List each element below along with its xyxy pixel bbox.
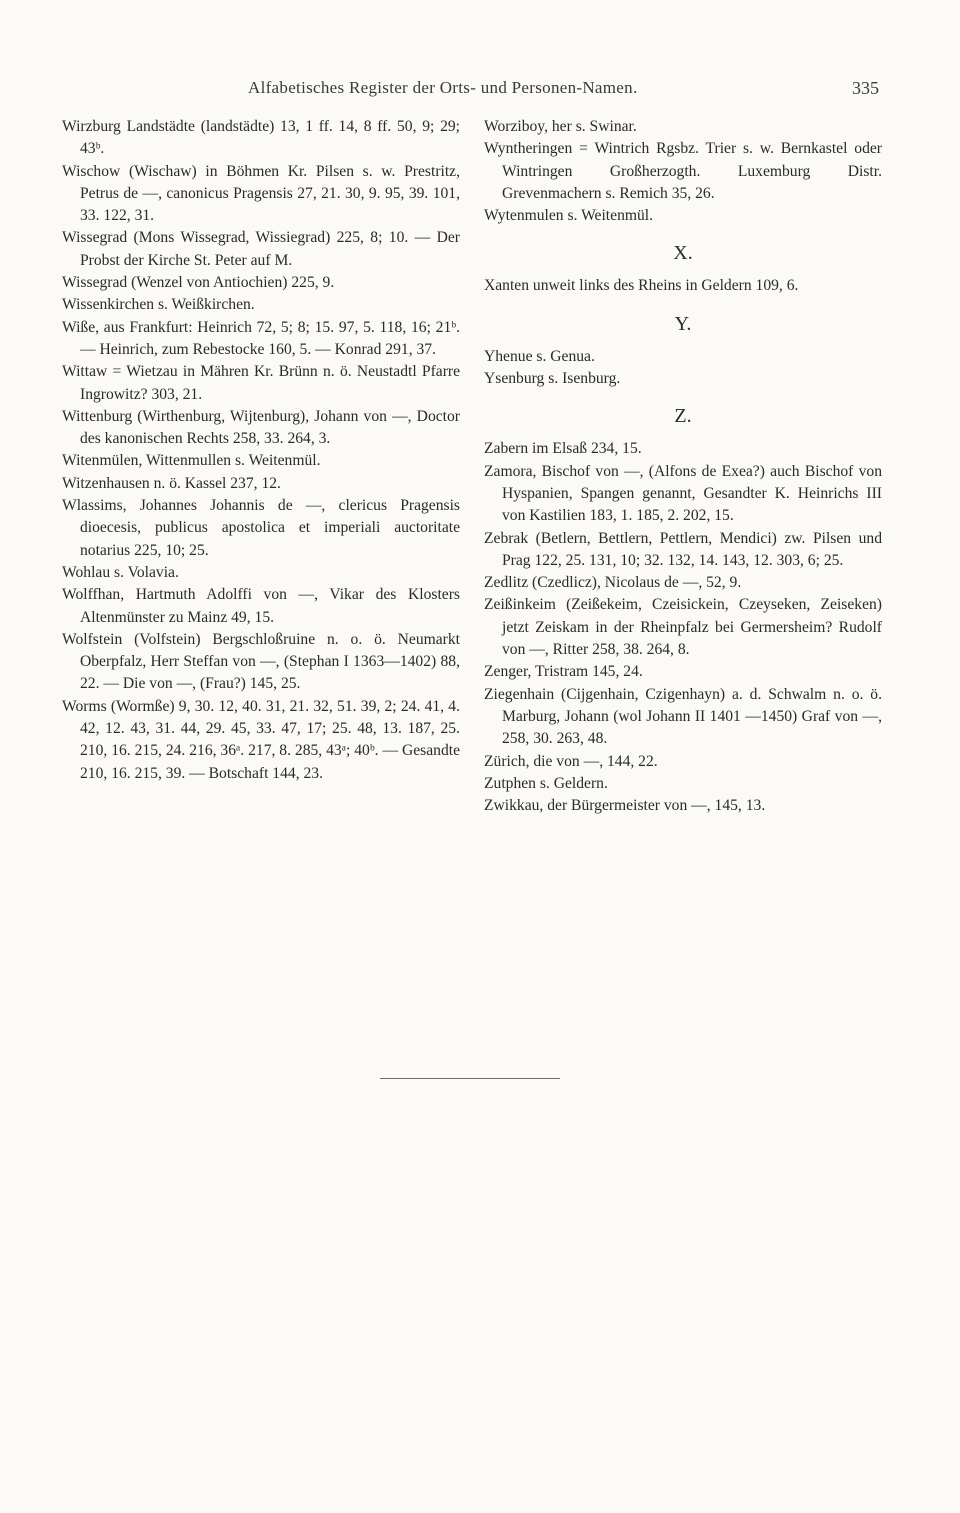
- section-letter-x: X.: [673, 242, 693, 265]
- register-entry: Worms (Wormße) 9, 30. 12, 40. 31, 21. 32, 51. 39, 2; 24. 41, 4. 42, 12. 43, 31. 44, 29. 45, 33. 47, 17; 25. 48, 13. 187, 25. 210, 16. 215, 24. 216, 36ᵃ. 217, 8. 285, 43ᵃ; 40ᵇ. — Gesandte 210, 16. 215, 39. — Botschaft 144, 23.: [62, 697, 460, 782]
- page-header: [0, 78, 960, 106]
- register-entry: Wittaw = Wietzau in Mähren Kr. Brünn n. ö. Neustadtl Pfarre Ingrowitz? 303, 21.: [62, 363, 460, 403]
- register-entry: Wolfstein (Volfstein) Bergschloßruine n. o. ö. Neumarkt Oberpfalz, Herr Steffan von —, (Stephan I 1363—1402) 88, 22. — Die von —, (Frau?) 145, 25.: [62, 630, 460, 693]
- register-entry: Zürich, die von —, 144, 22.: [484, 752, 658, 770]
- register-entry: Zedlitz (Czedlicz), Nicolaus de —, 52, 9.: [484, 574, 742, 592]
- register-entry: Zebrak (Betlern, Bettlern, Pettlern, Mendici) zw. Pilsen und Prag 122, 25. 131, 10; 32. 132, 14. 143, 12. 303, 6; 25.: [484, 529, 882, 569]
- register-entry: Ysenburg s. Isenburg.: [484, 370, 621, 388]
- register-entry: Wittenburg (Wirthenburg, Wijtenburg), Johann von —, Doctor des kanonischen Rechts 258, 33. 264, 3.: [62, 407, 460, 448]
- register-entry: Wissegrad (Wenzel von Antiochien) 225, 9.: [62, 274, 335, 292]
- end-rule: [380, 1078, 560, 1079]
- register-entry: Zwikkau, der Bürgermeister von —, 145, 13.: [484, 797, 766, 815]
- left-column: [62, 116, 460, 785]
- register-entry: Zeißinkeim (Zeißekeim, Czeisickein, Czeyseken, Zeiseken) jetzt Zeiskam in der Rheinpfalz bei Germersheim? Rudolf von —, Ritter 258, 38. 264, 8.: [484, 596, 882, 659]
- register-entry: Xanten unweit links des Rheins in Geldern 109, 6.: [484, 277, 799, 295]
- register-entry: Wyntheringen = Wintrich Rgsbz. Trier s. w. Bernkastel oder Wintringen Großherzogth. Luxemburg Distr. Grevenmachern s. Remich 35, 26.: [484, 140, 882, 202]
- register-entry: Wolffhan, Hartmuth Adolffi von —, Vikar des Klosters Altenmünster zu Mainz 49, 15.: [62, 586, 460, 626]
- page-number: 335: [852, 78, 879, 98]
- register-entry: Wohlau s. Volavia.: [62, 563, 179, 581]
- register-entry: Witenmülen, Wittenmullen s. Weitenmül.: [62, 452, 321, 470]
- register-entry: Zabern im Elsaß 234, 15.: [484, 440, 642, 458]
- section-letter-y: Y.: [674, 312, 692, 335]
- register-entry: Ziegenhain (Cijgenhain, Czigenhayn) a. d. Schwalm n. o. ö. Marburg, Johann (wol Johann II 1401 —1450) Graf von —, 258, 30. 263, 48.: [484, 685, 882, 748]
- register-entry: Zutphen s. Geldern.: [484, 774, 608, 792]
- register-entry: Wissegrad (Mons Wissegrad, Wissiegrad) 225, 8; 10. — Der Probst der Kirche St. Peter auf M.: [62, 229, 460, 269]
- register-entry: Wischow (Wischaw) in Böhmen Kr. Pilsen s. w. Prestritz, Petrus de —, canonicus Pragensis 27, 21. 30, 9. 95, 39. 101, 33. 122, 31.: [62, 162, 460, 225]
- register-entry: Zenger, Tristram 145, 24.: [484, 663, 643, 681]
- register-entry: Wissenkirchen s. Weißkirchen.: [62, 296, 255, 314]
- register-entry: Yhenue s. Genua.: [484, 347, 595, 365]
- right-column: [484, 116, 882, 817]
- running-title: Alfabetisches Register der Orts- und Personen-Namen.: [248, 78, 638, 97]
- register-entry: Zamora, Bischof von —, (Alfons de Exea?) auch Bischof von Hyspanien, Spangen genannt, Gesandter K. Heinrichs III von Kastilien 183, 1. 185, 2. 202, 15.: [484, 462, 882, 525]
- register-entry: Worziboy, her s. Swinar.: [484, 118, 637, 135]
- register-entry: Wlassims, Johannes Johannis de —, clericus Pragensis dioecesis, publicus apostolica et imperiali auctoritate notarius 225, 10; 25.: [62, 497, 460, 559]
- register-entry: Wirzburg Landstädte (landstädte) 13, 1 ff. 14, 8 ff. 50, 9; 29; 43ᵇ.: [62, 118, 460, 158]
- register-entry: Wytenmulen s. Weitenmül.: [484, 207, 654, 225]
- section-letter-z: Z.: [674, 405, 692, 428]
- register-entry: Wiße, aus Frankfurt: Heinrich 72, 5; 8; 15. 97, 5. 118, 16; 21ᵇ. — Heinrich, zum Rebestocke 160, 5. — Konrad 291, 37.: [62, 318, 460, 358]
- register-entry: Witzenhausen n. ö. Kassel 237, 12.: [62, 474, 281, 492]
